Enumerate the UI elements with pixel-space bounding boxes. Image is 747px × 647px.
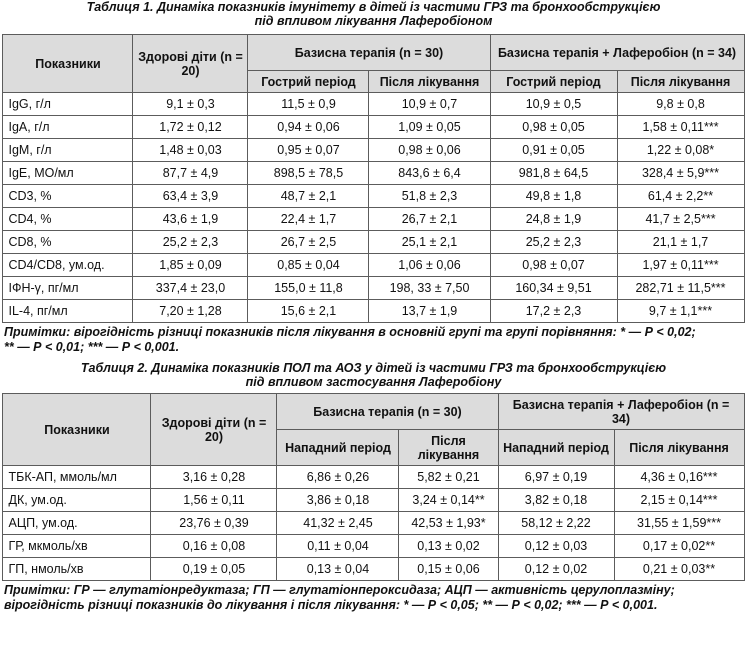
table-row bbox=[3, 254, 744, 277]
value-cell: 15,6 ± 2,1 bbox=[248, 300, 369, 323]
value-cell: 10,9 ± 0,5 bbox=[490, 93, 617, 116]
value-cell: 51,8 ± 2,3 bbox=[369, 185, 490, 208]
table1-header-indicator: Показники bbox=[3, 35, 133, 93]
table2-note-line2: вірогідність різниці показників до лікування і після лікування: * — Р < 0,05; ** — Р < 0,02; *** — Р < 0,001. bbox=[4, 598, 658, 612]
value-cell: 0,95 ± 0,07 bbox=[248, 139, 369, 162]
value-cell: 63,4 ± 3,9 bbox=[133, 185, 248, 208]
row-label-cell: ДК, ум.од. bbox=[3, 489, 151, 512]
value-cell: 26,7 ± 2,1 bbox=[369, 208, 490, 231]
table1-sub-header: Після лікування bbox=[369, 71, 490, 93]
table2-title-line1: Таблиця 2. Динаміка показників ПОЛ та АОЗ у дітей із частими ГРЗ та бронхообструкцією bbox=[80, 361, 667, 375]
table-row bbox=[3, 535, 744, 558]
table-row bbox=[3, 208, 744, 231]
table2-sub-header: Нападний період bbox=[277, 430, 399, 466]
row-label-cell: IgM, г/л bbox=[3, 139, 133, 162]
value-cell: 3,86 ± 0,18 bbox=[277, 489, 399, 512]
value-cell: 0,19 ± 0,05 bbox=[151, 558, 277, 581]
table2-header-basic-laferobion: Базисна терапія + Лаферобіон (n = 34) bbox=[498, 394, 744, 430]
table2-header-indicator: Показники bbox=[3, 394, 151, 466]
table1-title-line1: Таблиця 1. Динаміка показників імунітету в дітей із частими ГРЗ та бронхообструкцією bbox=[86, 0, 661, 14]
value-cell: 21,1 ± 1,7 bbox=[617, 231, 744, 254]
table1-sub-header: Після лікування bbox=[617, 71, 744, 93]
row-label-cell: ІФН-γ, пг/мл bbox=[3, 277, 133, 300]
row-label-cell: IL-4, пг/мл bbox=[3, 300, 133, 323]
table1-note-line2: ** — Р < 0,01; *** — Р < 0,001. bbox=[4, 340, 180, 354]
value-cell: 3,24 ± 0,14** bbox=[399, 489, 498, 512]
table1-note-line1: Примітки: вірогідність різниці показників після лікування в основній групі та групі порівняння: * — Р < 0,02; bbox=[4, 325, 696, 339]
value-cell: 155,0 ± 11,8 bbox=[248, 277, 369, 300]
value-cell: 0,11 ± 0,04 bbox=[277, 535, 399, 558]
value-cell: 0,21 ± 0,03** bbox=[614, 558, 744, 581]
table1-note bbox=[2, 325, 745, 355]
table1-sub-header: Гострий період bbox=[248, 71, 369, 93]
value-cell: 1,72 ± 0,12 bbox=[133, 116, 248, 139]
value-cell: 3,82 ± 0,18 bbox=[498, 489, 614, 512]
value-cell: 4,36 ± 0,16*** bbox=[614, 466, 744, 489]
row-label-cell: CD3, % bbox=[3, 185, 133, 208]
value-cell: 3,16 ± 0,28 bbox=[151, 466, 277, 489]
value-cell: 0,91 ± 0,05 bbox=[490, 139, 617, 162]
table2-sub-header: Нападний період bbox=[498, 430, 614, 466]
row-label-cell: IgE, МО/мл bbox=[3, 162, 133, 185]
value-cell: 7,20 ± 1,28 bbox=[133, 300, 248, 323]
table2-note bbox=[2, 583, 745, 613]
table-row bbox=[3, 93, 744, 116]
value-cell: 25,1 ± 2,1 bbox=[369, 231, 490, 254]
value-cell: 11,5 ± 0,9 bbox=[248, 93, 369, 116]
row-label-cell: CD4, % bbox=[3, 208, 133, 231]
row-label-cell: CD4/CD8, ум.од. bbox=[3, 254, 133, 277]
value-cell: 9,8 ± 0,8 bbox=[617, 93, 744, 116]
table2-header-row-1 bbox=[3, 394, 744, 430]
value-cell: 981,8 ± 64,5 bbox=[490, 162, 617, 185]
value-cell: 1,85 ± 0,09 bbox=[133, 254, 248, 277]
value-cell: 25,2 ± 2,3 bbox=[490, 231, 617, 254]
value-cell: 1,56 ± 0,11 bbox=[151, 489, 277, 512]
table2 bbox=[2, 393, 744, 581]
value-cell: 13,7 ± 1,9 bbox=[369, 300, 490, 323]
value-cell: 0,94 ± 0,06 bbox=[248, 116, 369, 139]
value-cell: 898,5 ± 78,5 bbox=[248, 162, 369, 185]
value-cell: 24,8 ± 1,9 bbox=[490, 208, 617, 231]
value-cell: 10,9 ± 0,7 bbox=[369, 93, 490, 116]
value-cell: 43,6 ± 1,9 bbox=[133, 208, 248, 231]
table2-sub-header: Після лікування bbox=[614, 430, 744, 466]
table2-body bbox=[3, 466, 744, 581]
value-cell: 282,71 ± 11,5*** bbox=[617, 277, 744, 300]
row-label-cell: ГР, мкмоль/хв bbox=[3, 535, 151, 558]
table-row bbox=[3, 558, 744, 581]
table-row bbox=[3, 162, 744, 185]
table2-note-line1: Примітки: ГР — глутатіонредуктаза; ГП — глутатіонпероксидаза; АЦП — активність церулоплазміну; bbox=[4, 583, 675, 597]
row-label-cell: CD8, % bbox=[3, 231, 133, 254]
value-cell: 0,98 ± 0,07 bbox=[490, 254, 617, 277]
table-row bbox=[3, 116, 744, 139]
value-cell: 41,7 ± 2,5*** bbox=[617, 208, 744, 231]
value-cell: 1,06 ± 0,06 bbox=[369, 254, 490, 277]
table2-header-healthy: Здорові діти (n = 20) bbox=[151, 394, 277, 466]
value-cell: 48,7 ± 2,1 bbox=[248, 185, 369, 208]
value-cell: 31,55 ± 1,59*** bbox=[614, 512, 744, 535]
value-cell: 1,97 ± 0,11*** bbox=[617, 254, 744, 277]
value-cell: 0,17 ± 0,02** bbox=[614, 535, 744, 558]
value-cell: 49,8 ± 1,8 bbox=[490, 185, 617, 208]
value-cell: 160,34 ± 9,51 bbox=[490, 277, 617, 300]
row-label-cell: IgG, г/л bbox=[3, 93, 133, 116]
value-cell: 0,13 ± 0,04 bbox=[277, 558, 399, 581]
value-cell: 0,12 ± 0,02 bbox=[498, 558, 614, 581]
value-cell: 23,76 ± 0,39 bbox=[151, 512, 277, 535]
value-cell: 61,4 ± 2,2** bbox=[617, 185, 744, 208]
table1-title-line2: під впливом лікування Лаферобіоном bbox=[254, 14, 493, 28]
table1-caption bbox=[2, 0, 745, 28]
row-label-cell: АЦП, ум.од. bbox=[3, 512, 151, 535]
table2-sub-header: Після лікування bbox=[399, 430, 498, 466]
table1-sub-header: Гострий період bbox=[490, 71, 617, 93]
value-cell: 6,97 ± 0,19 bbox=[498, 466, 614, 489]
value-cell: 25,2 ± 2,3 bbox=[133, 231, 248, 254]
value-cell: 41,32 ± 2,45 bbox=[277, 512, 399, 535]
table2-caption bbox=[2, 361, 745, 389]
table-row bbox=[3, 512, 744, 535]
value-cell: 42,53 ± 1,93* bbox=[399, 512, 498, 535]
value-cell: 6,86 ± 0,26 bbox=[277, 466, 399, 489]
row-label-cell: ГП, нмоль/хв bbox=[3, 558, 151, 581]
table-row bbox=[3, 231, 744, 254]
table-row bbox=[3, 277, 744, 300]
value-cell: 26,7 ± 2,5 bbox=[248, 231, 369, 254]
value-cell: 1,09 ± 0,05 bbox=[369, 116, 490, 139]
table-row bbox=[3, 466, 744, 489]
value-cell: 1,22 ± 0,08* bbox=[617, 139, 744, 162]
value-cell: 22,4 ± 1,7 bbox=[248, 208, 369, 231]
value-cell: 5,82 ± 0,21 bbox=[399, 466, 498, 489]
value-cell: 337,4 ± 23,0 bbox=[133, 277, 248, 300]
value-cell: 0,16 ± 0,08 bbox=[151, 535, 277, 558]
value-cell: 9,1 ± 0,3 bbox=[133, 93, 248, 116]
table1-header-row-1 bbox=[3, 35, 744, 71]
value-cell: 328,4 ± 5,9*** bbox=[617, 162, 744, 185]
value-cell: 1,48 ± 0,03 bbox=[133, 139, 248, 162]
value-cell: 198, 33 ± 7,50 bbox=[369, 277, 490, 300]
row-label-cell: IgA, г/л bbox=[3, 116, 133, 139]
value-cell: 0,13 ± 0,02 bbox=[399, 535, 498, 558]
value-cell: 0,98 ± 0,05 bbox=[490, 116, 617, 139]
value-cell: 0,15 ± 0,06 bbox=[399, 558, 498, 581]
value-cell: 1,58 ± 0,11*** bbox=[617, 116, 744, 139]
row-label-cell: ТБК-АП, ммоль/мл bbox=[3, 466, 151, 489]
value-cell: 0,85 ± 0,04 bbox=[248, 254, 369, 277]
value-cell: 17,2 ± 2,3 bbox=[490, 300, 617, 323]
value-cell: 843,6 ± 6,4 bbox=[369, 162, 490, 185]
table1-header-healthy: Здорові діти (n = 20) bbox=[133, 35, 248, 93]
table1-header-basic: Базисна терапія (n = 30) bbox=[248, 35, 490, 71]
table-row bbox=[3, 139, 744, 162]
table-row bbox=[3, 489, 744, 512]
value-cell: 58,12 ± 2,22 bbox=[498, 512, 614, 535]
table1-body bbox=[3, 93, 744, 323]
table1-header-basic-laferobion: Базисна терапія + Лаферобіон (n = 34) bbox=[490, 35, 744, 71]
table2-header-basic: Базисна терапія (n = 30) bbox=[277, 394, 498, 430]
table-row bbox=[3, 185, 744, 208]
value-cell: 87,7 ± 4,9 bbox=[133, 162, 248, 185]
value-cell: 0,98 ± 0,06 bbox=[369, 139, 490, 162]
value-cell: 0,12 ± 0,03 bbox=[498, 535, 614, 558]
table1 bbox=[2, 34, 744, 323]
table2-title-line2: під впливом застосування Лаферобіону bbox=[245, 375, 502, 389]
value-cell: 9,7 ± 1,1*** bbox=[617, 300, 744, 323]
table-row bbox=[3, 300, 744, 323]
value-cell: 2,15 ± 0,14*** bbox=[614, 489, 744, 512]
